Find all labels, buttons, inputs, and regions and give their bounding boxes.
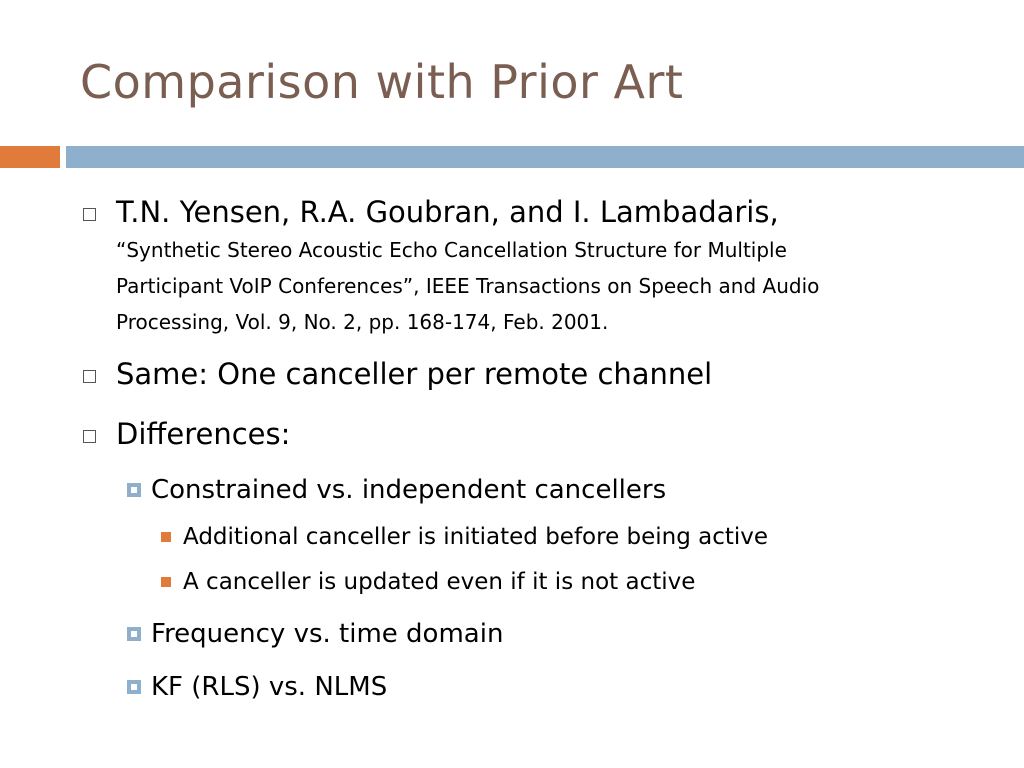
bullet-updated: A canceller is updated even if it is not active [183,569,696,595]
accent-bar-orange [0,146,60,168]
square-bullet-icon [127,680,141,694]
hollow-square-bullet-icon [83,370,96,383]
reference-line: “Synthetic Stereo Acoustic Echo Cancellation Structure for Multiple [116,238,787,262]
hollow-square-bullet-icon [83,430,96,443]
bullet-constrained: Constrained vs. independent cancellers [151,475,667,505]
bullet-frequency: Frequency vs. time domain [151,619,504,649]
square-bullet-icon [127,627,141,641]
reference-authors: T.N. Yensen, R.A. Goubran, and I. Lambadaris, [116,195,779,229]
bullet-kf: KF (RLS) vs. NLMS [151,672,388,702]
filled-square-bullet-icon [161,577,171,587]
bullet-differences: Differences: [116,417,291,451]
bullet-additional: Additional canceller is initiated before being active [183,524,769,550]
filled-square-bullet-icon [161,532,171,542]
reference-line: Participant VoIP Conferences”, IEEE Transactions on Speech and Audio [116,274,820,298]
reference-line: Processing, Vol. 9, No. 2, pp. 168-174, Feb. 2001. [116,310,609,334]
bullet-same: Same: One canceller per remote channel [116,357,713,391]
square-bullet-icon [127,483,141,497]
hollow-square-bullet-icon [83,208,96,221]
accent-bar-blue [66,146,1024,168]
slide-title: Comparison with Prior Art [80,55,684,109]
